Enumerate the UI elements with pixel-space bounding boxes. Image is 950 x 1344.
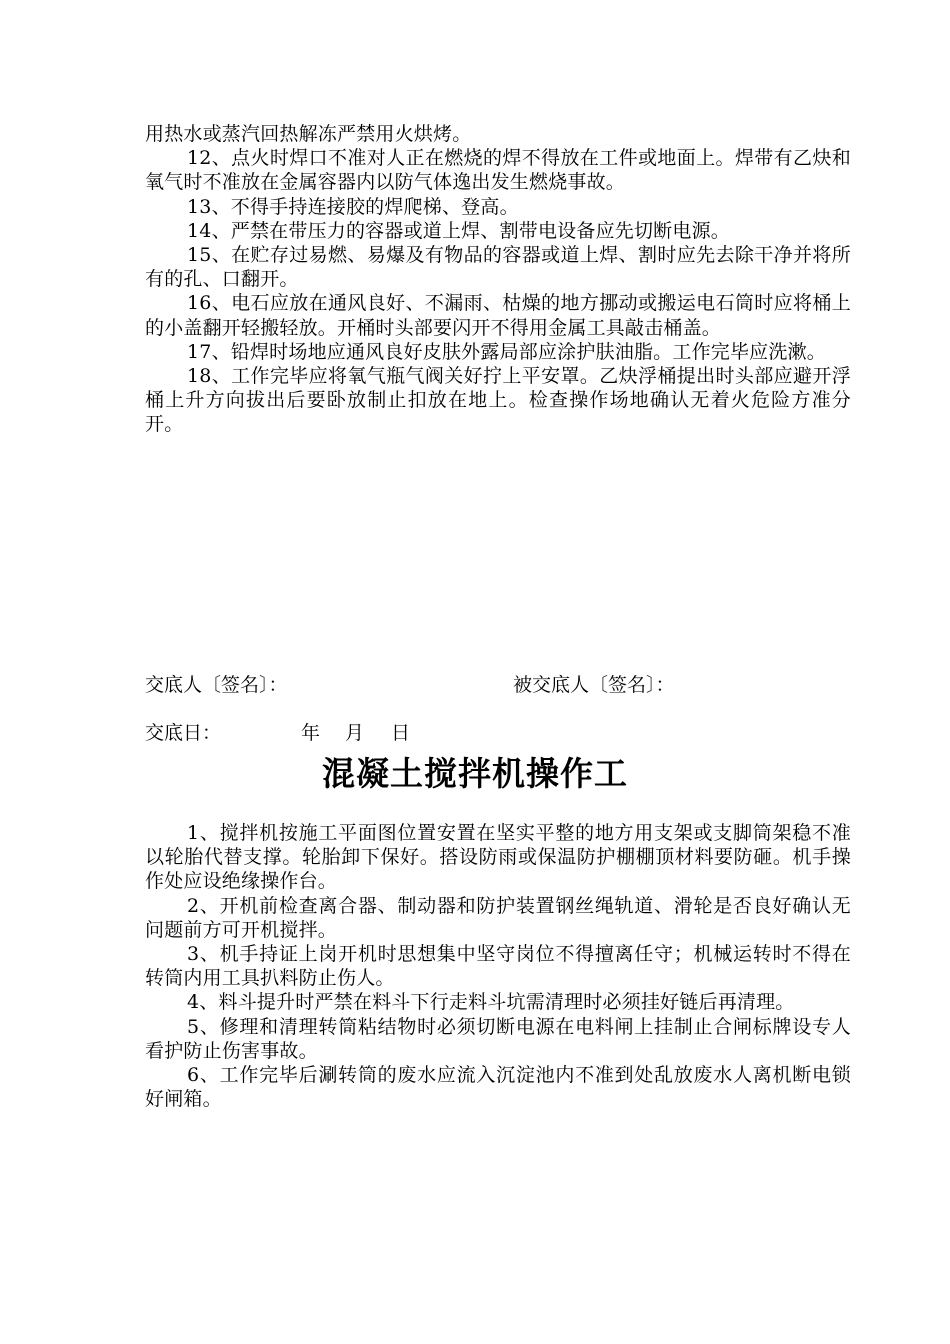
mixer-rule-item-5: 5、修理和清理转筒粘结物时必须切断电源在电料闸上挂制止合闸标牌设专人看护防止伤害事故。 — [145, 1015, 851, 1062]
rule-item-14: 14、严禁在带压力的容器或道上焊、割带电设备应先切断电源。 — [187, 219, 730, 242]
rule-item-18: 18、工作完毕应将氧气瓶气阀关好拧上平安罩。乙炔浮桶提出时头部应避开浮桶上升方向拔出后要卧放制止扣放在地上。检查操作场地确认无着火危险方准分开。 — [145, 365, 851, 436]
rule-item-13: 13、不得手持连接胶的焊爬梯、登高。 — [187, 195, 519, 218]
date-line — [145, 721, 411, 745]
rule-item-16: 16、电石应放在通风良好、不漏雨、枯燥的地方挪动或搬运电石筒时应将桶上的小盖翻开轻搬轻放。开桶时头部要闪开不得用金属工具敲击桶盖。 — [145, 292, 851, 339]
mixer-rule-item-1: 1、搅拌机按施工平面图位置安置在坚实平整的地方用支架或支脚筒架稳不准以轮胎代替支撑。轮胎卸下保好。搭设防雨或保温防护棚棚顶材料要防砸。机手操作处应设绝缘操作台。 — [145, 822, 851, 893]
giver-signature-label: 交底人〔签名〕： — [145, 674, 288, 696]
rule-item-12: 12、点火时焊口不准对人正在燃烧的焊不得放在工件或地面上。焊带有乙炔和氧气时不准放在金属容器内以防气体逸出发生燃烧事故。 — [145, 147, 851, 194]
welding-rules-continued — [145, 122, 851, 437]
mixer-rule-item-3: 3、机手持证上岗开机时思想集中坚守岗位不得擅离任守；机械运转时不得在转筒内用工具扒料防止伤人。 — [145, 943, 851, 990]
month-label: 月 — [345, 722, 365, 744]
signature-line — [145, 673, 675, 697]
receiver-signature-label: 被交底人〔签名〕： — [513, 674, 675, 696]
mixer-operator-rules — [145, 821, 851, 1111]
rule-item-17: 17、铅焊时场地应通风良好皮肤外露局部应涂护肤油脂。工作完毕应洗漱。 — [187, 340, 826, 363]
day-label: 日 — [391, 722, 411, 744]
date-label: 交底日： — [145, 722, 222, 744]
year-label: 年 — [301, 722, 321, 744]
continuation-paragraph: 用热水或蒸汽回热解冻严禁用火烘烤。 — [145, 123, 472, 145]
section-title: 混凝土搅拌机操作工 — [322, 754, 628, 793]
rule-item-15: 15、在贮存过易燃、易爆及有物品的容器或道上焊、割时应先去除干净并将所有的孔、口翻开。 — [145, 244, 851, 291]
mixer-rule-item-4: 4、料斗提升时严禁在料斗下行走料斗坑需清理时必须挂好链后再清理。 — [187, 991, 795, 1014]
mixer-rule-item-2: 2、开机前检查离合器、制动器和防护装置钢丝绳轨道、滑轮是否良好确认无问题前方可开机搅拌。 — [145, 894, 851, 941]
mixer-rule-item-6: 6、工作完毕后涮转筒的废水应流入沉淀池内不准到处乱放废水人离机断电锁好闸箱。 — [145, 1064, 851, 1111]
